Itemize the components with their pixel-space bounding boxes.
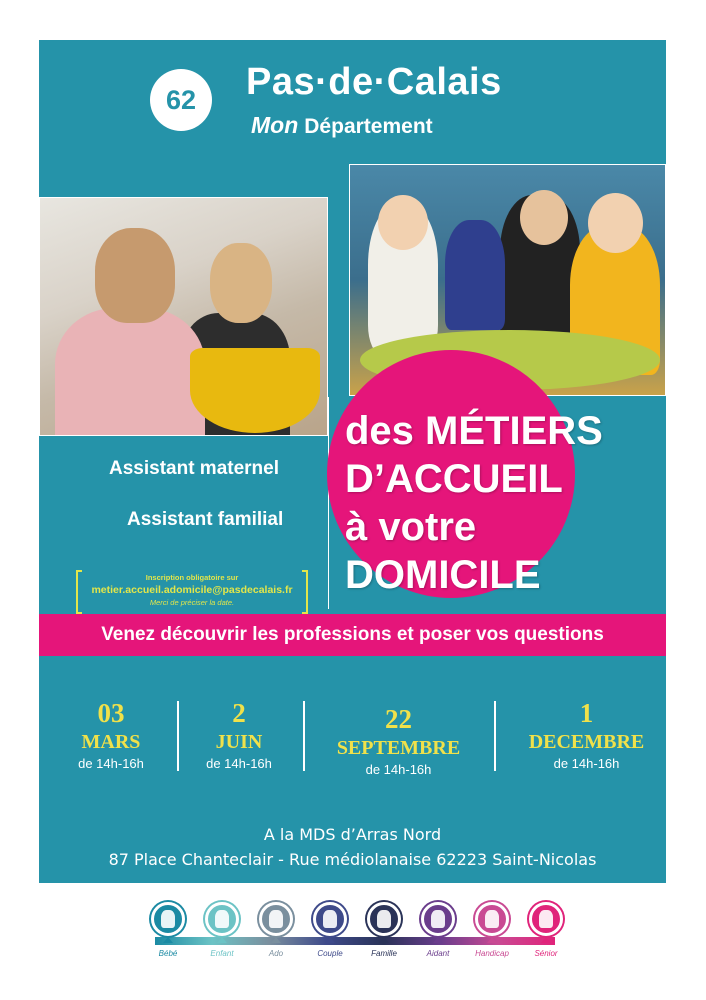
person-icon bbox=[475, 902, 509, 936]
life-stage-enfant bbox=[197, 902, 247, 958]
date-item bbox=[189, 698, 289, 771]
person-icon bbox=[421, 902, 455, 936]
person-icon bbox=[367, 902, 401, 936]
life-stage-aidant bbox=[413, 902, 463, 958]
dates-section bbox=[39, 698, 666, 798]
life-stage-couple bbox=[305, 902, 355, 958]
date-time: de 14h-16h bbox=[553, 756, 620, 771]
department-logo-badge: 62 bbox=[150, 69, 212, 131]
person-icon bbox=[151, 902, 185, 936]
address-venue: A la MDS d’Arras Nord bbox=[263, 825, 442, 844]
date-day: 03 bbox=[97, 698, 125, 728]
life-stage-famille bbox=[359, 902, 409, 958]
headline bbox=[345, 407, 603, 599]
date-separator bbox=[303, 701, 305, 771]
date-month: DECEMBRE bbox=[528, 731, 645, 753]
headline-line-2: D’ACCUEIL bbox=[345, 457, 563, 501]
date-separator bbox=[494, 701, 496, 771]
job-assistant-maternel: Assistant maternel bbox=[109, 458, 280, 479]
date-item bbox=[61, 698, 161, 771]
life-stage-bébé bbox=[143, 902, 193, 958]
brand-subtitle-mon: Mon bbox=[251, 112, 299, 138]
life-stage-label: Enfant bbox=[210, 949, 234, 958]
date-item bbox=[311, 704, 486, 777]
inscription-box bbox=[76, 570, 308, 614]
person-icon bbox=[259, 902, 293, 936]
photo-girl-cooking bbox=[39, 197, 328, 436]
inscription-note: Merci de préciser la date. bbox=[149, 598, 235, 607]
date-day: 2 bbox=[232, 698, 246, 728]
date-time: de 14h-16h bbox=[365, 762, 432, 777]
life-stage-ado bbox=[251, 902, 301, 958]
headline-line-4: DOMICILE bbox=[345, 553, 541, 597]
job-assistant-familial: Assistant familial bbox=[127, 509, 284, 530]
date-month: MARS bbox=[81, 731, 141, 753]
inscription-email[interactable]: metier.accueil.adomicile@pasdecalais.fr bbox=[91, 584, 293, 596]
life-stage-label: Couple bbox=[317, 949, 343, 958]
date-time: de 14h-16h bbox=[78, 756, 144, 771]
life-stage-label: Sénior bbox=[534, 949, 558, 958]
poster bbox=[39, 40, 666, 883]
date-separator bbox=[177, 701, 179, 771]
date-month: SEPTEMBRE bbox=[336, 737, 461, 759]
headline-line-1: des MÉTIERS bbox=[345, 409, 603, 453]
date-month: JUIN bbox=[215, 731, 263, 753]
inscription-label: Inscription obligatoire sur bbox=[145, 573, 239, 582]
life-stage-label: Ado bbox=[268, 949, 284, 958]
life-stage-label: Bébé bbox=[158, 949, 178, 958]
person-icon bbox=[313, 902, 347, 936]
life-stage-sénior bbox=[521, 902, 571, 958]
date-item bbox=[509, 698, 664, 771]
vertical-divider bbox=[328, 397, 329, 609]
person-icon bbox=[205, 902, 239, 936]
brand-subtitle bbox=[251, 112, 433, 139]
life-stage-handicap bbox=[467, 902, 517, 958]
date-day: 22 bbox=[385, 704, 412, 734]
headline-line-3: à votre bbox=[345, 505, 477, 549]
address-street: 87 Place Chanteclair - Rue médiolanaise 62223 Saint-Nicolas bbox=[108, 850, 597, 869]
date-day: 1 bbox=[579, 698, 594, 728]
person-icon bbox=[529, 902, 563, 936]
brand-subtitle-departement: Département bbox=[304, 115, 433, 138]
life-stage-label: Aidant bbox=[426, 949, 450, 958]
life-stage-label: Famille bbox=[371, 949, 397, 958]
invitation-banner: Venez découvrir les professions et poser vos questions bbox=[39, 614, 666, 656]
life-stage-label: Handicap bbox=[475, 949, 509, 958]
date-time: de 14h-16h bbox=[206, 756, 272, 771]
brand-title: Pas·de·Calais bbox=[246, 61, 502, 103]
